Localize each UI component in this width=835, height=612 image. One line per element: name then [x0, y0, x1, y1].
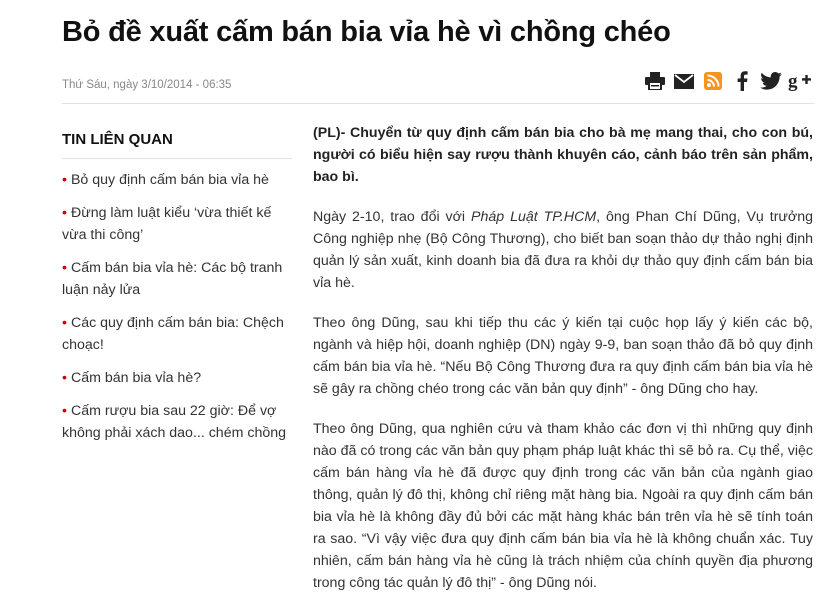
list-item — [62, 257, 292, 301]
mail-icon[interactable] — [671, 68, 697, 94]
related-link[interactable]: Cấm bán bia vỉa hè? — [70, 370, 202, 386]
article-body — [313, 122, 813, 612]
bullet-icon: • — [62, 403, 67, 419]
article-paragraph: Theo ông Dũng, qua nghiên cứu và tham khảo các đơn vị thì những quy định nào đã có trong các văn bản quy phạm pháp luật khác thì sẽ bỏ ra. Cụ thể, việc cấm bán hàng vỉa hè đã được quy định trong các văn bản của ngành giao thông, quản lý đô thị, không chỉ riêng mặt hàng bia. Ngoài ra quy định cấm bán bia vỉa hè là không đầy đủ bởi các mặt hàng khác bán trên vỉa hè sẽ tính toán ra sao. “Vì vậy việc đưa quy định cấm bán bia vỉa hè là không chuẩn xác. Tuy nhiên, cấm bán hàng vỉa hè cũng là trách nhiệm của chính quyền địa phương trong công tác quản lý đô thị” - ông Dũng nói. — [313, 421, 813, 591]
google-plus-icon[interactable] — [787, 68, 813, 94]
rss-icon[interactable] — [700, 68, 726, 94]
article-paragraph: Theo ông Dũng, sau khi tiếp thu các ý kiến tại cuộc họp lấy ý kiến các bộ, ngành và hiệp hội, doanh nghiệp (DN) ngày 9-9, ban soạn thảo đã bỏ quy định cấm bán bia vỉa hè. “Nếu Bộ Công Thương đưa ra quy định cấm bán bia vỉa hè sẽ gây ra chồng chéo trong các văn bản quy định” - ông Dũng cho hay. — [313, 315, 813, 397]
sidebar-divider — [62, 158, 292, 159]
related-link[interactable]: Cấm bán bia vỉa hè: Các bộ tranh luận nảy lửa — [62, 260, 283, 298]
share-toolbar — [639, 68, 813, 94]
source-name: Pháp Luật TP.HCM — [471, 209, 597, 225]
bullet-icon: • — [62, 172, 67, 188]
paragraph-text: , ông Phan Chí Dũng, Vụ trưởng Công nghiệp nhẹ (Bộ Công Thương), cho biết ban soạn thảo dự thảo nghị định quản lý sản xuất, kinh doanh bia đã đưa ra khỏi dự thảo quy định cấm bán bia vỉa hè. — [313, 209, 813, 291]
bullet-icon: • — [62, 260, 67, 276]
related-link[interactable]: Bỏ quy định cấm bán bia vỉa hè — [70, 172, 269, 188]
article-title: Bỏ đề xuất cấm bán bia vỉa hè vì chồng chéo — [62, 16, 671, 48]
related-link[interactable]: Cấm rượu bia sau 22 giờ: Để vợ không phải xách dao... chém chồng — [62, 403, 287, 441]
facebook-icon[interactable] — [729, 68, 755, 94]
related-news-list — [62, 169, 292, 455]
list-item — [62, 169, 292, 191]
bullet-icon: • — [62, 205, 67, 221]
bullet-icon: • — [62, 370, 67, 386]
list-item — [62, 312, 292, 356]
article-date: Thứ Sáu, ngày 3/10/2014 - 06:35 — [62, 79, 232, 91]
related-link[interactable]: Các quy định cấm bán bia: Chệch choạc! — [62, 315, 284, 353]
header-divider — [62, 103, 814, 104]
list-item — [62, 367, 292, 389]
twitter-icon[interactable] — [758, 68, 784, 94]
print-icon[interactable] — [642, 68, 668, 94]
related-link[interactable]: Đừng làm luật kiểu ‘vừa thiết kế vừa thi công’ — [62, 205, 272, 243]
bullet-icon: • — [62, 315, 67, 331]
article-lead: (PL)- Chuyển từ quy định cấm bán bia cho bà mẹ mang thai, cho con bú, người có biểu hiện say rượu thành khuyên cáo, cảnh báo trên sản phẩm, bao bì. — [313, 125, 813, 185]
list-item — [62, 400, 292, 444]
article-paragraph — [313, 206, 813, 294]
paragraph-text: Ngày 2-10, trao đổi với — [313, 209, 472, 225]
related-news-heading: TIN LIÊN QUAN — [62, 131, 173, 148]
svg-text:g: g — [788, 71, 798, 91]
list-item — [62, 202, 292, 246]
